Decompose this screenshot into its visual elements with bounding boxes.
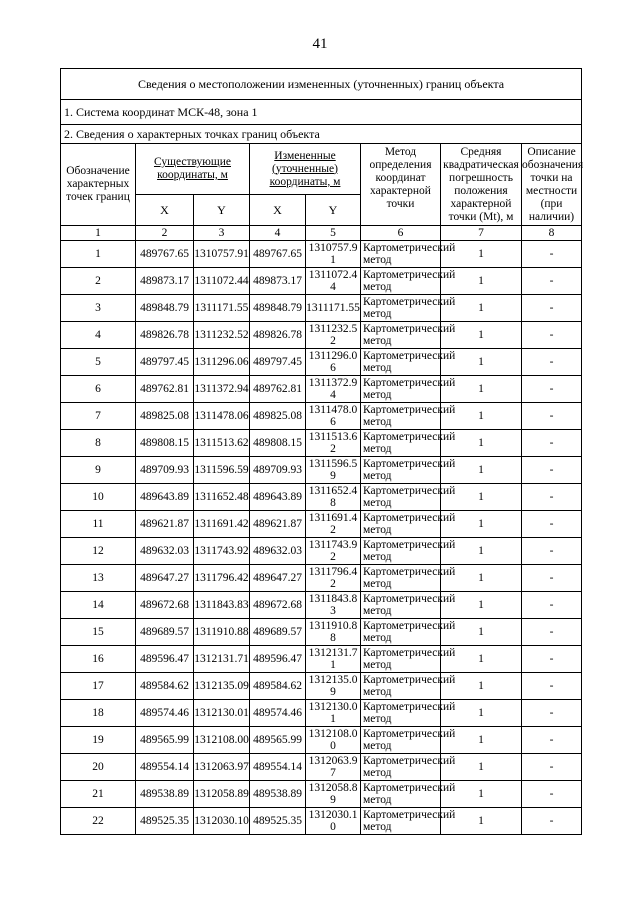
cell-x-existing: 489689.57 bbox=[136, 619, 194, 646]
cell-x-changed: 489596.47 bbox=[250, 646, 306, 673]
cell-x-existing: 489825.08 bbox=[136, 403, 194, 430]
cell-x-existing: 489621.87 bbox=[136, 511, 194, 538]
cell-x-existing: 489596.47 bbox=[136, 646, 194, 673]
cell-y-changed: 1311232.52 bbox=[306, 322, 361, 349]
cell-x-changed: 489762.81 bbox=[250, 376, 306, 403]
cell-y-existing: 1311691.42 bbox=[194, 511, 250, 538]
cell-x-changed: 489767.65 bbox=[250, 241, 306, 268]
header-changed-coordinates bbox=[250, 144, 361, 195]
cell-method: Картометрический метод bbox=[361, 484, 441, 511]
cell-y-changed: 1311796.42 bbox=[306, 565, 361, 592]
cell-y-changed: 1312130.01 bbox=[306, 700, 361, 727]
cell-y-changed: 1311691.42 bbox=[306, 511, 361, 538]
cell-description: - bbox=[522, 538, 582, 565]
cell-y-existing: 1311743.92 bbox=[194, 538, 250, 565]
cell-y-changed: 1311843.83 bbox=[306, 592, 361, 619]
cell-mean-error: 1 bbox=[441, 592, 522, 619]
header-point-designation: Обозначение характерных точек границ bbox=[61, 144, 136, 226]
cell-point-number: 9 bbox=[61, 457, 136, 484]
cell-x-changed: 489826.78 bbox=[250, 322, 306, 349]
cell-mean-error: 1 bbox=[441, 403, 522, 430]
cell-mean-error: 1 bbox=[441, 565, 522, 592]
cell-point-number: 12 bbox=[61, 538, 136, 565]
cell-x-changed: 489647.27 bbox=[250, 565, 306, 592]
cell-y-existing: 1312063.97 bbox=[194, 754, 250, 781]
header-existing-text: Существующие координаты, м bbox=[153, 156, 231, 181]
cell-mean-error: 1 bbox=[441, 376, 522, 403]
cell-y-existing: 1311372.94 bbox=[194, 376, 250, 403]
cell-y-existing: 1311910.88 bbox=[194, 619, 250, 646]
cell-y-existing: 1312030.10 bbox=[194, 808, 250, 835]
cell-point-number: 15 bbox=[61, 619, 136, 646]
cell-point-number: 3 bbox=[61, 295, 136, 322]
cell-y-changed: 1312135.09 bbox=[306, 673, 361, 700]
table-row bbox=[61, 565, 582, 592]
table-row bbox=[61, 484, 582, 511]
cell-x-existing: 489797.45 bbox=[136, 349, 194, 376]
cell-y-changed: 1311910.88 bbox=[306, 619, 361, 646]
cell-description: - bbox=[522, 700, 582, 727]
table-row bbox=[61, 646, 582, 673]
table-row bbox=[61, 754, 582, 781]
cell-point-number: 5 bbox=[61, 349, 136, 376]
cell-y-existing: 1310757.91 bbox=[194, 241, 250, 268]
cell-y-existing: 1312130.01 bbox=[194, 700, 250, 727]
cell-description: - bbox=[522, 484, 582, 511]
cell-mean-error: 1 bbox=[441, 484, 522, 511]
cell-y-existing: 1311652.48 bbox=[194, 484, 250, 511]
cell-point-number: 18 bbox=[61, 700, 136, 727]
cell-method: Картометрический метод bbox=[361, 322, 441, 349]
table-row bbox=[61, 376, 582, 403]
cell-method: Картометрический метод bbox=[361, 592, 441, 619]
cell-point-number: 21 bbox=[61, 781, 136, 808]
header-description: Описание обозначения точки на местности (при наличии) bbox=[522, 144, 582, 226]
cell-y-changed: 1311478.06 bbox=[306, 403, 361, 430]
cell-mean-error: 1 bbox=[441, 727, 522, 754]
cell-method: Картометрический метод bbox=[361, 376, 441, 403]
cell-description: - bbox=[522, 565, 582, 592]
cell-description: - bbox=[522, 349, 582, 376]
cell-x-changed: 489797.45 bbox=[250, 349, 306, 376]
column-number: 8 bbox=[522, 226, 582, 241]
cell-mean-error: 1 bbox=[441, 808, 522, 835]
column-number: 4 bbox=[250, 226, 306, 241]
table-row bbox=[61, 808, 582, 835]
cell-y-changed: 1311596.59 bbox=[306, 457, 361, 484]
cell-description: - bbox=[522, 646, 582, 673]
cell-description: - bbox=[522, 403, 582, 430]
column-number: 6 bbox=[361, 226, 441, 241]
cell-description: - bbox=[522, 592, 582, 619]
table-row bbox=[61, 538, 582, 565]
table-row bbox=[61, 295, 582, 322]
header-existing-coordinates bbox=[136, 144, 250, 195]
cell-point-number: 19 bbox=[61, 727, 136, 754]
cell-y-existing: 1311232.52 bbox=[194, 322, 250, 349]
cell-y-changed: 1311296.06 bbox=[306, 349, 361, 376]
cell-x-changed: 489848.79 bbox=[250, 295, 306, 322]
cell-method: Картометрический метод bbox=[361, 700, 441, 727]
cell-point-number: 2 bbox=[61, 268, 136, 295]
section-heading: 2. Сведения о характерных точках границ объекта bbox=[61, 125, 582, 144]
cell-x-changed: 489873.17 bbox=[250, 268, 306, 295]
cell-x-existing: 489873.17 bbox=[136, 268, 194, 295]
cell-y-existing: 1312108.00 bbox=[194, 727, 250, 754]
cell-point-number: 13 bbox=[61, 565, 136, 592]
cell-point-number: 20 bbox=[61, 754, 136, 781]
cell-x-changed: 489584.62 bbox=[250, 673, 306, 700]
cell-description: - bbox=[522, 268, 582, 295]
cell-x-changed: 489689.57 bbox=[250, 619, 306, 646]
cell-description: - bbox=[522, 754, 582, 781]
table-row bbox=[61, 403, 582, 430]
cell-method: Картометрический метод bbox=[361, 268, 441, 295]
cell-method: Картометрический метод bbox=[361, 349, 441, 376]
cell-method: Картометрический метод bbox=[361, 754, 441, 781]
cell-x-changed: 489643.89 bbox=[250, 484, 306, 511]
table-row bbox=[61, 700, 582, 727]
cell-method: Картометрический метод bbox=[361, 646, 441, 673]
cell-x-existing: 489767.65 bbox=[136, 241, 194, 268]
cell-point-number: 10 bbox=[61, 484, 136, 511]
cell-method: Картометрический метод bbox=[361, 781, 441, 808]
cell-x-existing: 489643.89 bbox=[136, 484, 194, 511]
page-number: 41 bbox=[312, 36, 328, 52]
cell-method: Картометрический метод bbox=[361, 619, 441, 646]
column-number: 7 bbox=[441, 226, 522, 241]
cell-method: Картометрический метод bbox=[361, 565, 441, 592]
cell-description: - bbox=[522, 295, 582, 322]
column-number: 5 bbox=[306, 226, 361, 241]
cell-y-changed: 1311652.48 bbox=[306, 484, 361, 511]
cell-y-changed: 1312131.71 bbox=[306, 646, 361, 673]
cell-y-changed: 1311743.92 bbox=[306, 538, 361, 565]
cell-mean-error: 1 bbox=[441, 457, 522, 484]
table-row bbox=[61, 592, 582, 619]
cell-mean-error: 1 bbox=[441, 268, 522, 295]
header-method: Метод определения координат характерной точки bbox=[361, 144, 441, 226]
cell-y-existing: 1311171.55 bbox=[194, 295, 250, 322]
cell-y-existing: 1311296.06 bbox=[194, 349, 250, 376]
table-row bbox=[61, 349, 582, 376]
cell-x-existing: 489554.14 bbox=[136, 754, 194, 781]
cell-method: Картометрический метод bbox=[361, 808, 441, 835]
cell-x-changed: 489825.08 bbox=[250, 403, 306, 430]
cell-mean-error: 1 bbox=[441, 511, 522, 538]
cell-mean-error: 1 bbox=[441, 754, 522, 781]
cell-y-changed: 1311513.62 bbox=[306, 430, 361, 457]
cell-x-existing: 489709.93 bbox=[136, 457, 194, 484]
cell-point-number: 11 bbox=[61, 511, 136, 538]
cell-y-changed: 1311171.55 bbox=[306, 295, 361, 322]
cell-description: - bbox=[522, 781, 582, 808]
cell-x-existing: 489538.89 bbox=[136, 781, 194, 808]
cell-description: - bbox=[522, 430, 582, 457]
cell-y-existing: 1312135.09 bbox=[194, 673, 250, 700]
cell-point-number: 8 bbox=[61, 430, 136, 457]
table-row bbox=[61, 322, 582, 349]
cell-mean-error: 1 bbox=[441, 646, 522, 673]
header-mean-error: Средняя квадратическая погрешность положения характерной точки (Mt), м bbox=[441, 144, 522, 226]
cell-y-existing: 1311478.06 bbox=[194, 403, 250, 430]
cell-point-number: 4 bbox=[61, 322, 136, 349]
cell-x-changed: 489554.14 bbox=[250, 754, 306, 781]
cell-point-number: 6 bbox=[61, 376, 136, 403]
cell-mean-error: 1 bbox=[441, 322, 522, 349]
cell-x-existing: 489647.27 bbox=[136, 565, 194, 592]
cell-y-existing: 1311843.83 bbox=[194, 592, 250, 619]
cell-x-existing: 489848.79 bbox=[136, 295, 194, 322]
cell-y-existing: 1311796.42 bbox=[194, 565, 250, 592]
cell-y-existing: 1311072.44 bbox=[194, 268, 250, 295]
cell-point-number: 14 bbox=[61, 592, 136, 619]
cell-y-changed: 1311072.44 bbox=[306, 268, 361, 295]
header-y-changed: Y bbox=[306, 195, 361, 226]
cell-x-changed: 489709.93 bbox=[250, 457, 306, 484]
cell-y-existing: 1311596.59 bbox=[194, 457, 250, 484]
cell-y-changed: 1312058.89 bbox=[306, 781, 361, 808]
header-changed-text: Измененные (уточненные) координаты, м bbox=[269, 149, 341, 188]
cell-description: - bbox=[522, 457, 582, 484]
cell-description: - bbox=[522, 727, 582, 754]
cell-mean-error: 1 bbox=[441, 673, 522, 700]
cell-point-number: 22 bbox=[61, 808, 136, 835]
cell-x-existing: 489762.81 bbox=[136, 376, 194, 403]
table-row bbox=[61, 619, 582, 646]
cell-mean-error: 1 bbox=[441, 700, 522, 727]
cell-method: Картометрический метод bbox=[361, 538, 441, 565]
cell-x-changed: 489574.46 bbox=[250, 700, 306, 727]
cell-method: Картометрический метод bbox=[361, 727, 441, 754]
cell-point-number: 16 bbox=[61, 646, 136, 673]
cell-y-changed: 1312030.10 bbox=[306, 808, 361, 835]
table-row bbox=[61, 268, 582, 295]
cell-x-existing: 489525.35 bbox=[136, 808, 194, 835]
cell-mean-error: 1 bbox=[441, 781, 522, 808]
cell-point-number: 17 bbox=[61, 673, 136, 700]
table-row bbox=[61, 430, 582, 457]
cell-description: - bbox=[522, 322, 582, 349]
table-row bbox=[61, 457, 582, 484]
cell-mean-error: 1 bbox=[441, 430, 522, 457]
cell-description: - bbox=[522, 241, 582, 268]
header-y-existing: Y bbox=[194, 195, 250, 226]
cell-method: Картометрический метод bbox=[361, 241, 441, 268]
cell-mean-error: 1 bbox=[441, 538, 522, 565]
table-row bbox=[61, 727, 582, 754]
cell-x-changed: 489525.35 bbox=[250, 808, 306, 835]
column-number: 3 bbox=[194, 226, 250, 241]
table-row bbox=[61, 673, 582, 700]
cell-x-existing: 489632.03 bbox=[136, 538, 194, 565]
cell-method: Картометрический метод bbox=[361, 511, 441, 538]
cell-method: Картометрический метод bbox=[361, 430, 441, 457]
cell-description: - bbox=[522, 511, 582, 538]
cell-x-changed: 489538.89 bbox=[250, 781, 306, 808]
cell-description: - bbox=[522, 673, 582, 700]
cell-y-changed: 1312063.97 bbox=[306, 754, 361, 781]
cell-x-changed: 489808.15 bbox=[250, 430, 306, 457]
cell-x-changed: 489565.99 bbox=[250, 727, 306, 754]
table-row bbox=[61, 241, 582, 268]
cell-method: Картометрический метод bbox=[361, 403, 441, 430]
cell-y-existing: 1312131.71 bbox=[194, 646, 250, 673]
cell-mean-error: 1 bbox=[441, 619, 522, 646]
column-numbers-row bbox=[61, 226, 582, 241]
cell-mean-error: 1 bbox=[441, 349, 522, 376]
cell-mean-error: 1 bbox=[441, 241, 522, 268]
table-row bbox=[61, 511, 582, 538]
cell-x-existing: 489565.99 bbox=[136, 727, 194, 754]
cell-y-existing: 1311513.62 bbox=[194, 430, 250, 457]
table-row bbox=[61, 781, 582, 808]
header-x-existing: X bbox=[136, 195, 194, 226]
cell-method: Картометрический метод bbox=[361, 295, 441, 322]
cell-y-changed: 1312108.00 bbox=[306, 727, 361, 754]
cell-y-existing: 1312058.89 bbox=[194, 781, 250, 808]
cell-x-changed: 489672.68 bbox=[250, 592, 306, 619]
column-number: 2 bbox=[136, 226, 194, 241]
table-title: Сведения о местоположении измененных (уточненных) границ объекта bbox=[61, 69, 582, 100]
cell-method: Картометрический метод bbox=[361, 457, 441, 484]
cell-point-number: 1 bbox=[61, 241, 136, 268]
cell-description: - bbox=[522, 619, 582, 646]
cell-x-existing: 489574.46 bbox=[136, 700, 194, 727]
cell-x-changed: 489632.03 bbox=[250, 538, 306, 565]
boundary-points-table-container bbox=[60, 68, 584, 835]
cell-x-existing: 489808.15 bbox=[136, 430, 194, 457]
column-number: 1 bbox=[61, 226, 136, 241]
cell-x-existing: 489672.68 bbox=[136, 592, 194, 619]
coordinate-system: 1. Система координат МСК-48, зона 1 bbox=[61, 100, 582, 125]
cell-x-existing: 489826.78 bbox=[136, 322, 194, 349]
boundary-points-table bbox=[60, 68, 582, 835]
cell-y-changed: 1310757.91 bbox=[306, 241, 361, 268]
cell-mean-error: 1 bbox=[441, 295, 522, 322]
cell-point-number: 7 bbox=[61, 403, 136, 430]
cell-description: - bbox=[522, 376, 582, 403]
header-x-changed: X bbox=[250, 195, 306, 226]
cell-x-changed: 489621.87 bbox=[250, 511, 306, 538]
cell-description: - bbox=[522, 808, 582, 835]
cell-y-changed: 1311372.94 bbox=[306, 376, 361, 403]
cell-x-existing: 489584.62 bbox=[136, 673, 194, 700]
cell-method: Картометрический метод bbox=[361, 673, 441, 700]
